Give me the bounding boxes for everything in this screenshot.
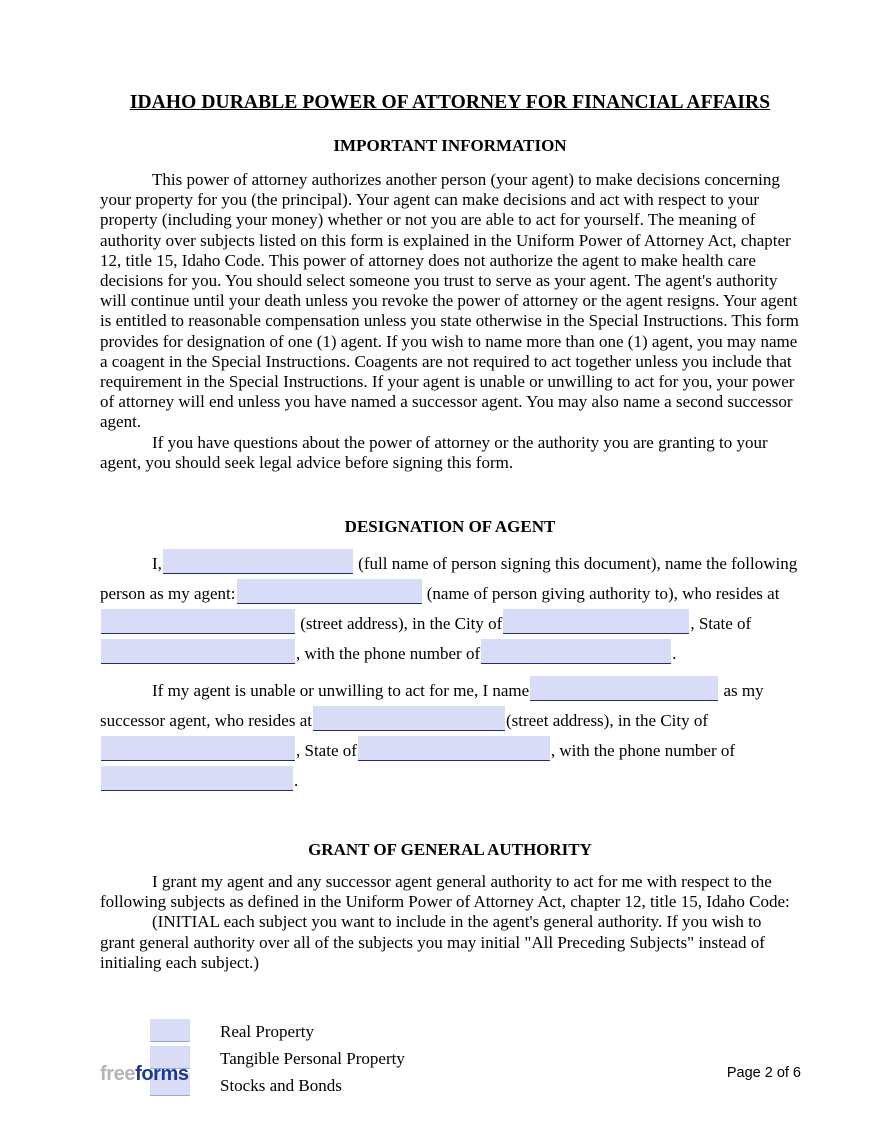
label-street-address-note: (street address), in the City of: [300, 614, 503, 634]
page-title: IDAHO DURABLE POWER OF ATTORNEY FOR FINANCIAL AFFAIRS: [129, 92, 771, 113]
label-successor-intro: If my agent is unable or unwilling to act for me, I name: [152, 681, 530, 701]
label-as-my: as my: [723, 681, 764, 701]
agent-street-address-field[interactable]: [101, 609, 295, 634]
successor-city-field[interactable]: [101, 736, 295, 761]
section-heading-important-information: IMPORTANT INFORMATION: [333, 136, 567, 155]
label-person-as-my-agent: person as my agent:: [100, 584, 236, 604]
initial-box-real-property[interactable]: [150, 1019, 190, 1042]
document-content: [100, 92, 800, 1096]
important-information-paragraph-1: This power of attorney authorizes another person (your agent) to make decisions concerning your property for you (the principal). Your agent can make decisions and act with respect to your property (including your money) whether or not you are able to act for yourself. The meaning of authority over subjects listed on this form is explained in the Uniform Power of Attorney Act, chapter 12, title 15, Idaho Code. This power of attorney does not authorize the agent to make health care decisions for you. You should select someone you trust to serve as your agent. The agent's authority will continue until your death unless you revoke the power of attorney or the agent resigns. Your agent is entitled to reasonable compensation unless you state otherwise in the Special Instructions. This form provides for designation of one (1) agent. If you wish to name more than one (1) agent, you may name a coagent in the Special Instructions. Coagents are not required to act together unless you include that requirement in the Special Instructions. If your agent is unable or unwilling to act for you, your power of attorney will end unless you have named a successor agent. You may also name a second successor agent.: [100, 170, 799, 432]
successor-phone-field[interactable]: [101, 766, 293, 791]
agent-state-field[interactable]: [101, 639, 295, 664]
label-i: I,: [152, 554, 162, 574]
label-successor-phone-note: , with the phone number of: [550, 741, 736, 761]
logo-text-forms: forms: [135, 1063, 189, 1085]
important-information-paragraph-2: If you have questions about the power of attorney or the authority you are granting to your agent, you should seek legal advice before signing this form.: [100, 432, 768, 472]
label-full-name-note: (full name of person signing this document), name the following: [358, 554, 798, 574]
logo-text-free: free: [100, 1063, 136, 1085]
label-state-of: , State of: [690, 614, 752, 634]
agent-phone-field[interactable]: [481, 639, 671, 664]
subject-row: [150, 1015, 800, 1042]
designation-agent-form: [100, 549, 800, 669]
label-successor-resides: successor agent, who resides at: [100, 711, 312, 731]
label-name-authority-note: (name of person giving authority to), who resides at: [426, 584, 780, 604]
subject-label-stocks-and-bonds: Stocks and Bonds: [220, 1076, 342, 1096]
agent-name-field[interactable]: [237, 579, 422, 604]
successor-agent-form: [100, 676, 800, 796]
grant-authority-paragraph-1: I grant my agent and any successor agent general authority to act for me with respect to the following subjects as defined in the Uniform Power of Attorney Act, chapter 12, title 15, Idaho Code:: [100, 872, 790, 912]
freeforms-logo[interactable]: [100, 1062, 189, 1086]
label-phone-note: , with the phone number of: [296, 644, 481, 664]
subject-label-tangible-personal-property: Tangible Personal Property: [220, 1049, 405, 1069]
section-heading-designation-of-agent: DESIGNATION OF AGENT: [344, 517, 556, 537]
label-successor-street-note: (street address), in the City of: [505, 711, 709, 731]
grant-authority-paragraph-2: (INITIAL each subject you want to include in the agent's general authority. If you wish to grant general authority over all of the subjects you may initial "All Preceding Subjects" instead of initialing each subject.): [100, 912, 765, 972]
successor-state-field[interactable]: [358, 736, 550, 761]
successor-street-address-field[interactable]: [313, 706, 505, 731]
label-period-successor: .: [294, 771, 299, 791]
section-heading-grant-of-general-authority: GRANT OF GENERAL AUTHORITY: [308, 840, 592, 860]
page-number: Page 2 of 6: [726, 1065, 801, 1081]
page-footer: [100, 1062, 801, 1088]
agent-city-field[interactable]: [503, 609, 689, 634]
principal-full-name-field[interactable]: [163, 549, 353, 574]
subject-label-real-property: Real Property: [220, 1022, 314, 1042]
successor-name-field[interactable]: [530, 676, 718, 701]
label-successor-state-of: , State of: [296, 741, 357, 761]
label-period-agent: .: [672, 644, 677, 664]
